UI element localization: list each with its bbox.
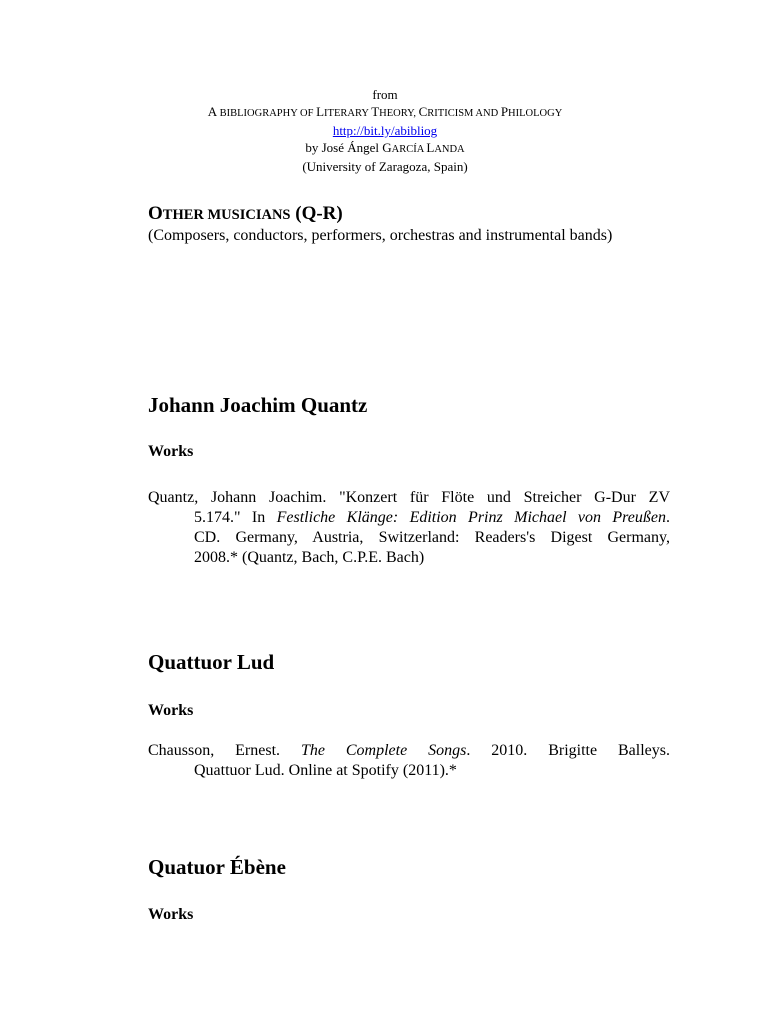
- entry-text: . 2010. Brigitte Balleys.: [466, 742, 671, 759]
- entry-line: Quantz, Johann Joachim. "Konzert für Flöte und Streicher G-Dur ZV: [148, 489, 670, 506]
- bib-title-part: HEORY,: [379, 108, 419, 119]
- header-from: from: [372, 87, 398, 102]
- entry-text: Chausson, Ernest.: [148, 742, 301, 759]
- bibliography-title: [0, 103, 770, 122]
- entry-title-italic: The Complete Songs: [300, 742, 467, 759]
- author-surname-part: ANDA: [434, 144, 465, 155]
- section-subtitle: (Composers, conductors, performers, orchestras and instrumental bands): [148, 227, 613, 244]
- entry-line: Quattuor Lud. Online at Spotify (2011).*: [194, 762, 457, 779]
- author-surname-part: L: [426, 140, 435, 155]
- entry-text: 5.174." In: [194, 509, 277, 526]
- bibliography-link[interactable]: http://bit.ly/abibliog: [332, 123, 438, 138]
- section-title-small: THER MUSICIANS: [162, 207, 291, 223]
- author-line: [0, 139, 770, 158]
- author-prefix: by José Ángel: [305, 140, 383, 155]
- author-surname-part: G: [382, 140, 392, 155]
- entry-line: [148, 741, 670, 761]
- bib-title-part: C: [418, 104, 428, 119]
- bibliography-entry: [148, 488, 670, 568]
- bib-title-part: A: [207, 104, 220, 119]
- entry-title-italic: Festliche Klänge: Edition Prinz Michael von Preußen: [276, 509, 666, 526]
- bib-title-part: RITICISM AND: [427, 108, 501, 119]
- bibliography-entry: [148, 741, 670, 781]
- entry-title: Johann Joachim Quantz: [148, 393, 368, 417]
- affiliation: (University of Zaragoza, Spain): [302, 159, 468, 174]
- works-label: Works: [148, 702, 194, 719]
- author-surname-part: ARCÍA: [391, 144, 427, 155]
- section-title-rest: (Q-R): [290, 203, 343, 224]
- entry-line: 2008.* (Quantz, Bach, C.P.E. Bach): [194, 549, 425, 566]
- bib-title-part: BIBLIOGRAPHY OF: [219, 108, 317, 119]
- entry-line: CD. Germany, Austria, Switzerland: Readers's Digest Germany,: [194, 529, 670, 546]
- bib-title-part: L: [316, 104, 325, 119]
- section-title-initial: O: [148, 203, 163, 224]
- entry-line: [148, 508, 670, 528]
- works-label: Works: [148, 906, 194, 923]
- entry-title: Quattuor Lud: [148, 650, 275, 674]
- entry-title: Quatuor Ébène: [148, 855, 286, 879]
- entry-text: .: [666, 509, 670, 526]
- document-header: [0, 86, 770, 175]
- works-label: Works: [148, 443, 194, 460]
- section-title: [148, 203, 343, 225]
- bib-title-part: HILOLOGY: [508, 108, 563, 119]
- bib-title-part: T: [371, 104, 380, 119]
- bib-title-part: P: [500, 104, 509, 119]
- bib-title-part: ITERARY: [324, 108, 372, 119]
